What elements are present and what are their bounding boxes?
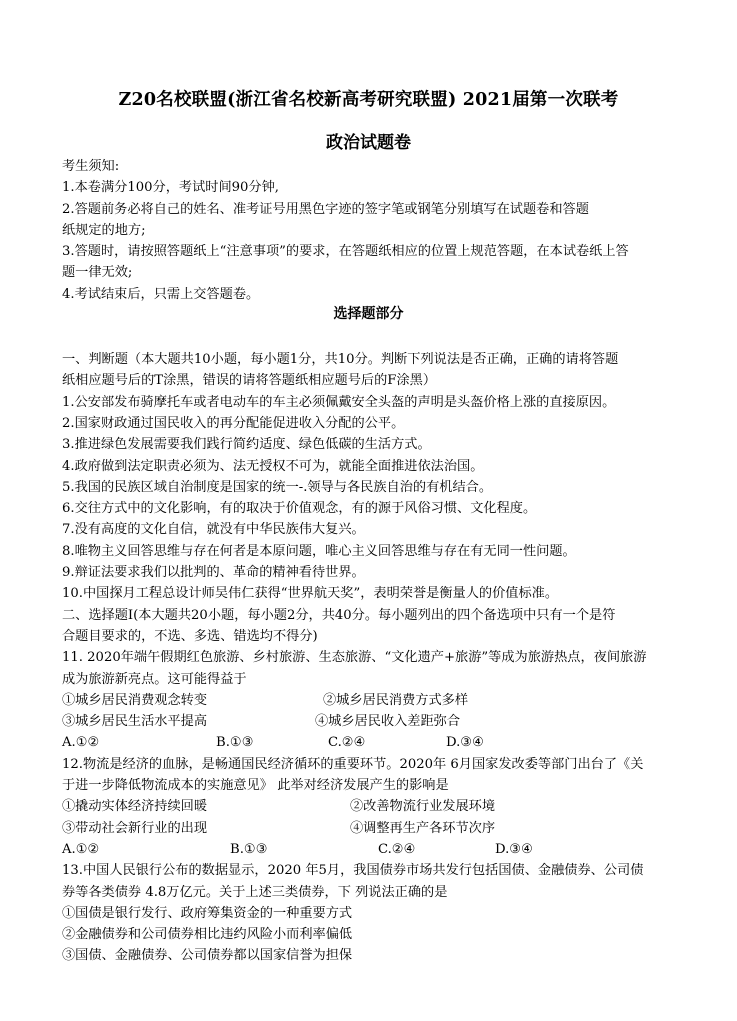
- notice-line: 纸规定的地方;: [62, 222, 146, 238]
- q11-options-row: [62, 711, 682, 732]
- q12-option: ④调整再生产各环节次序: [350, 820, 496, 836]
- q12-options-row: [62, 796, 682, 817]
- judgement-item: 4.政府做到法定职责必须为、法无授权不可为，就能全面推进依法治国。: [62, 458, 484, 474]
- section-gap: [62, 327, 682, 349]
- q11-option: ④城乡居民收入差距弥合: [315, 714, 461, 730]
- question-12-stem: 12.物流是经济的血脉，是畅通国民经济循环的重要环节。2020年 6月国家发改委等部门出台了《关: [62, 756, 644, 772]
- judgement-item: 6.交往方式中的文化影响，有的取决于价值观念，有的源于风俗习惯、文化程度。: [62, 501, 537, 517]
- judgement-item: 9.辩证法要求我们以批判的、革命的精神看待世界。: [62, 565, 365, 581]
- q12-option: ②改善物流行业发展环境: [350, 799, 496, 815]
- q13-option: ①国债是银行发行、政府筹集资金的一种重要方式: [62, 905, 353, 921]
- judgement-item: 5.我国的民族区域自治制度是国家的统一-.领导与各民族自治的有机结合。: [62, 479, 493, 495]
- judgement-item: 10.中国探月工程总设计师吴伟仁获得“世界航天奖”，表明荣誉是衡量人的价值标准。: [62, 586, 559, 602]
- q12-option: ①撬动实体经济持续回暖: [62, 799, 208, 815]
- q11-choice-b: B.①③: [216, 735, 254, 751]
- exam-subtitle: 政治试题卷: [326, 133, 411, 153]
- q12-options-row: [62, 818, 682, 839]
- judgement-item: 8.唯物主义回答思维与存在何者是本原问题，唯心主义回答思维与存在有无同一性问题。: [62, 543, 576, 559]
- exam-content: [62, 156, 682, 967]
- judgement-item: 7.没有高度的文化自信，就没有中华民族伟大复兴。: [62, 522, 365, 538]
- notice-line: 3.答题时，请按照答题纸上“注意事项”的要求，在答题纸相应的位置上规范答题，在本试卷纸上答: [62, 244, 629, 260]
- q11-options-row: [62, 690, 682, 711]
- question-11-stem: 成为旅游新亮点。这可能得益于: [62, 671, 247, 687]
- q11-choice-a: A.①②: [62, 735, 100, 751]
- judgement-item: 1.公安部发布骑摩托车或者电动车的车主必须佩戴安全头盔的声明是头盔价格上涨的直接原因。: [62, 394, 616, 410]
- notice-line: 2.答题前务必将自己的姓名、准考证号用黑色字迹的签字笔或钢笔分别填写在试题卷和答题: [62, 201, 589, 217]
- q12-choice-d: D.③④: [495, 841, 533, 857]
- question-13-stem: 13.中国人民银行公布的数据显示，2020 年5月，我国债券市场共发行包括国债、金融债券、公司债: [62, 863, 644, 879]
- q11-option: ②城乡居民消费方式多样: [323, 692, 469, 708]
- q12-option: ③带动社会新行业的出现: [62, 820, 208, 836]
- q11-choice-d: D.③④: [446, 735, 484, 751]
- notice-line: 题一律无效;: [62, 265, 133, 281]
- q11-option: ③城乡居民生活水平提高: [62, 714, 208, 730]
- notice-heading: 考生须知:: [62, 159, 120, 174]
- notice-line: 4.考试结束后，只需上交答题卷。: [62, 286, 260, 302]
- exam-title: Z20名校联盟(浙江省名校新高考研究联盟) 2021届第一次联考: [118, 90, 619, 110]
- q11-choice-c: C.②④: [328, 735, 366, 751]
- q11-option: ①城乡居民消费观念转变: [62, 692, 208, 708]
- q12-choice-c: C.②④: [378, 841, 416, 857]
- judgement-item: 3.推进绿色发展需要我们践行简约适度、绿色低碳的生活方式。: [62, 437, 431, 453]
- judgement-item: 2.国家财政通过国民收入的再分配能促进收入分配的公平。: [62, 415, 405, 431]
- question-12-stem: 于进一步降低物流成本的实施意见》 此举对经济发展产生的影响是: [62, 778, 449, 794]
- q12-choice-b: B.①③: [230, 841, 268, 857]
- notice-line: 1.本卷满分100分，考试时间90分钟,: [62, 180, 279, 196]
- question-13-stem: 券等各类债券 4.8万亿元。关于上述三类债券，下 列说法正确的是: [62, 884, 448, 900]
- q12-choices-row: [62, 839, 682, 860]
- q11-choices-row: [62, 732, 682, 753]
- q12-choice-a: A.①②: [62, 841, 100, 857]
- part1-intro: 纸相应题号后的T涂黑，错误的请将答题纸相应题号后的F涂黑）: [62, 373, 437, 389]
- q13-option: ②金融债券和公司债券相比违约风险小而利率偏低: [62, 927, 353, 943]
- part1-intro: 一、判断题（本大题共10小题，每小题1分，共10分。判断下列说法是否正确，正确的请将答题: [62, 352, 619, 368]
- section-title: 选择题部分: [333, 306, 404, 322]
- question-11-stem: 11. 2020年端午假期红色旅游、乡村旅游、生态旅游、“文化遗产+旅游”等成为旅游热点，夜间旅游: [62, 650, 647, 666]
- part2-intro: 合题目要求的，不选、多选、错选均不得分): [62, 628, 318, 644]
- part2-intro: 二、选择题I(本大题共20小题，每小题2分，共40分。每小题列出的四个备选项中只有一个是符: [62, 607, 616, 623]
- q13-option: ③国债、金融债券、公司债券都以国家信誉为担保: [62, 948, 353, 964]
